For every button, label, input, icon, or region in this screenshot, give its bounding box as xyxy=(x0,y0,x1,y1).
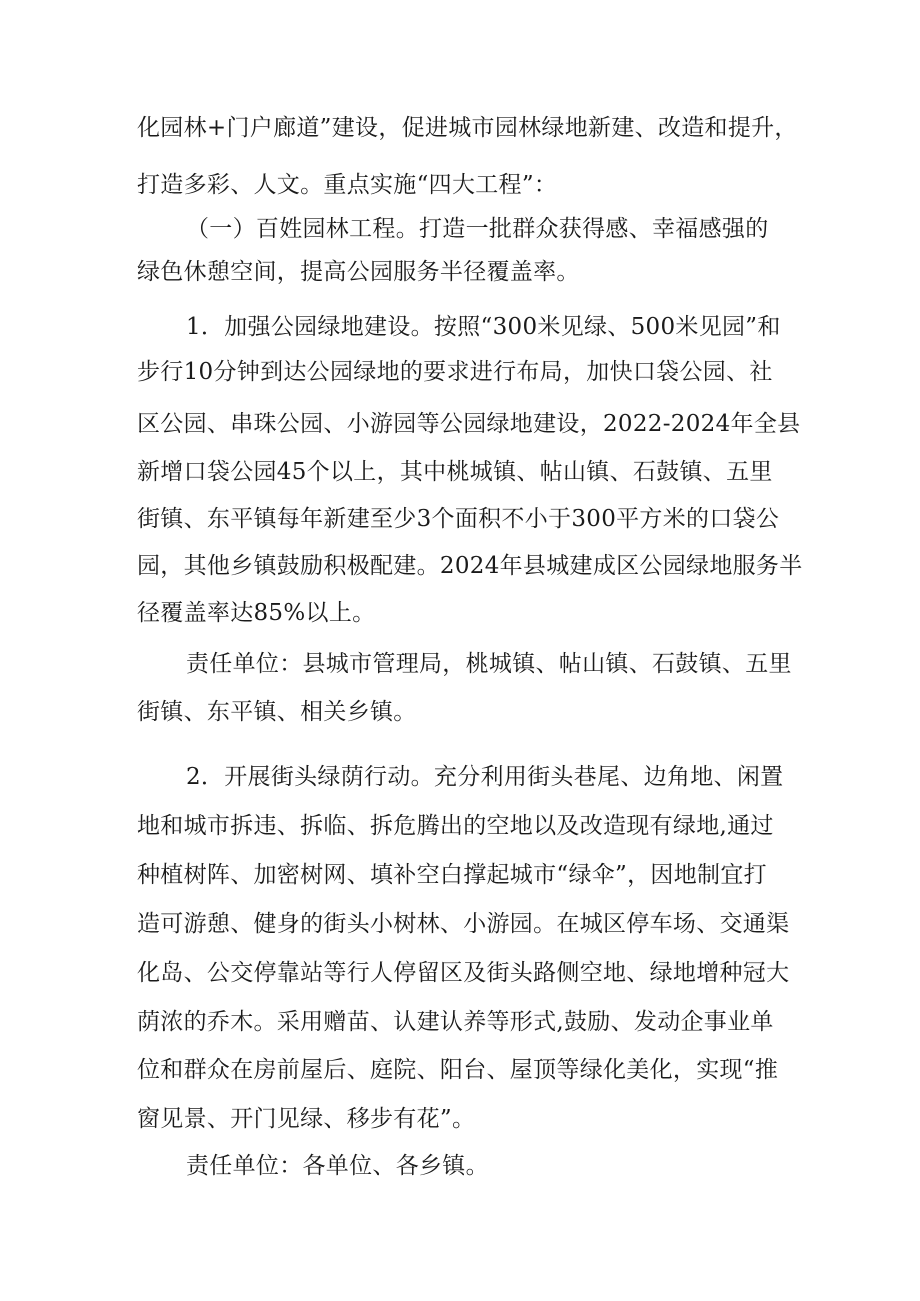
text-line: 园，其他乡镇鼓励积极配建。2024年县城建成区公园绿地服务半 xyxy=(137,553,803,579)
text-line: 化岛、公交停靠站等行人停留区及街头路侧空地、绿地增种冠大 xyxy=(137,960,790,986)
text-line: 新增口袋公园45个以上，其中桃城镇、帖山镇、石鼓镇、五里 xyxy=(137,459,773,485)
text-line: 打造多彩、人文。重点实施“四大工程”： xyxy=(137,172,558,198)
text-line: 区公园、串珠公园、小游园等公园绿地建设，2022-2024年全县 xyxy=(137,411,801,437)
text-line: 街镇、东平镇、相关乡镇。 xyxy=(137,699,417,725)
text-line: 位和群众在房前屋后、庭院、阳台、屋顶等绿化美化，实现“推 xyxy=(137,1057,779,1083)
text-line: 绿色休憩空间，提高公园服务半径覆盖率。 xyxy=(137,259,580,285)
text-line: 荫浓的乔木。采用赠苗、认建认养等形式,鼓励、发动企事业单 xyxy=(137,1009,774,1035)
text-line: 化园林+门户廊道”建设，促进城市园林绿地新建、改造和提升， xyxy=(137,115,798,141)
text-line: 种植树阵、加密树网、填补空白撑起城市“绿伞”，因地制宜打 xyxy=(137,862,767,888)
responsibility-line: 责任单位：县城市管理局，桃城镇、帖山镇、石鼓镇、五里 xyxy=(186,651,792,677)
item-heading: 1．加强公园绿地建设。按照“300米见绿、500米见园”和 xyxy=(186,314,781,340)
text-line: 地和城市拆违、拆临、拆危腾出的空地以及改造现有绿地,通过 xyxy=(137,813,774,839)
text-line: 造可游憩、健身的街头小树林、小游园。在城区停车场、交通渠 xyxy=(137,911,790,937)
item-heading: 2．开展街头绿荫行动。充分利用街头巷尾、边角地、闲置 xyxy=(186,764,784,790)
text-line: 街镇、东平镇每年新建至少3个面积不小于300平方米的口袋公 xyxy=(137,506,780,532)
responsibility-line: 责任单位：各单位、各乡镇。 xyxy=(186,1153,489,1179)
text-line: 步行10分钟到达公园绿地的要求进行布局，加快口袋公园、社 xyxy=(137,359,773,385)
text-line: 窗见景、开门见绿、移步有花”。 xyxy=(137,1106,476,1132)
section-heading: （一）百姓园林工程。打造一批群众获得感、幸福感强的 xyxy=(186,216,769,242)
text-line: 径覆盖率达85%以上。 xyxy=(137,600,376,626)
